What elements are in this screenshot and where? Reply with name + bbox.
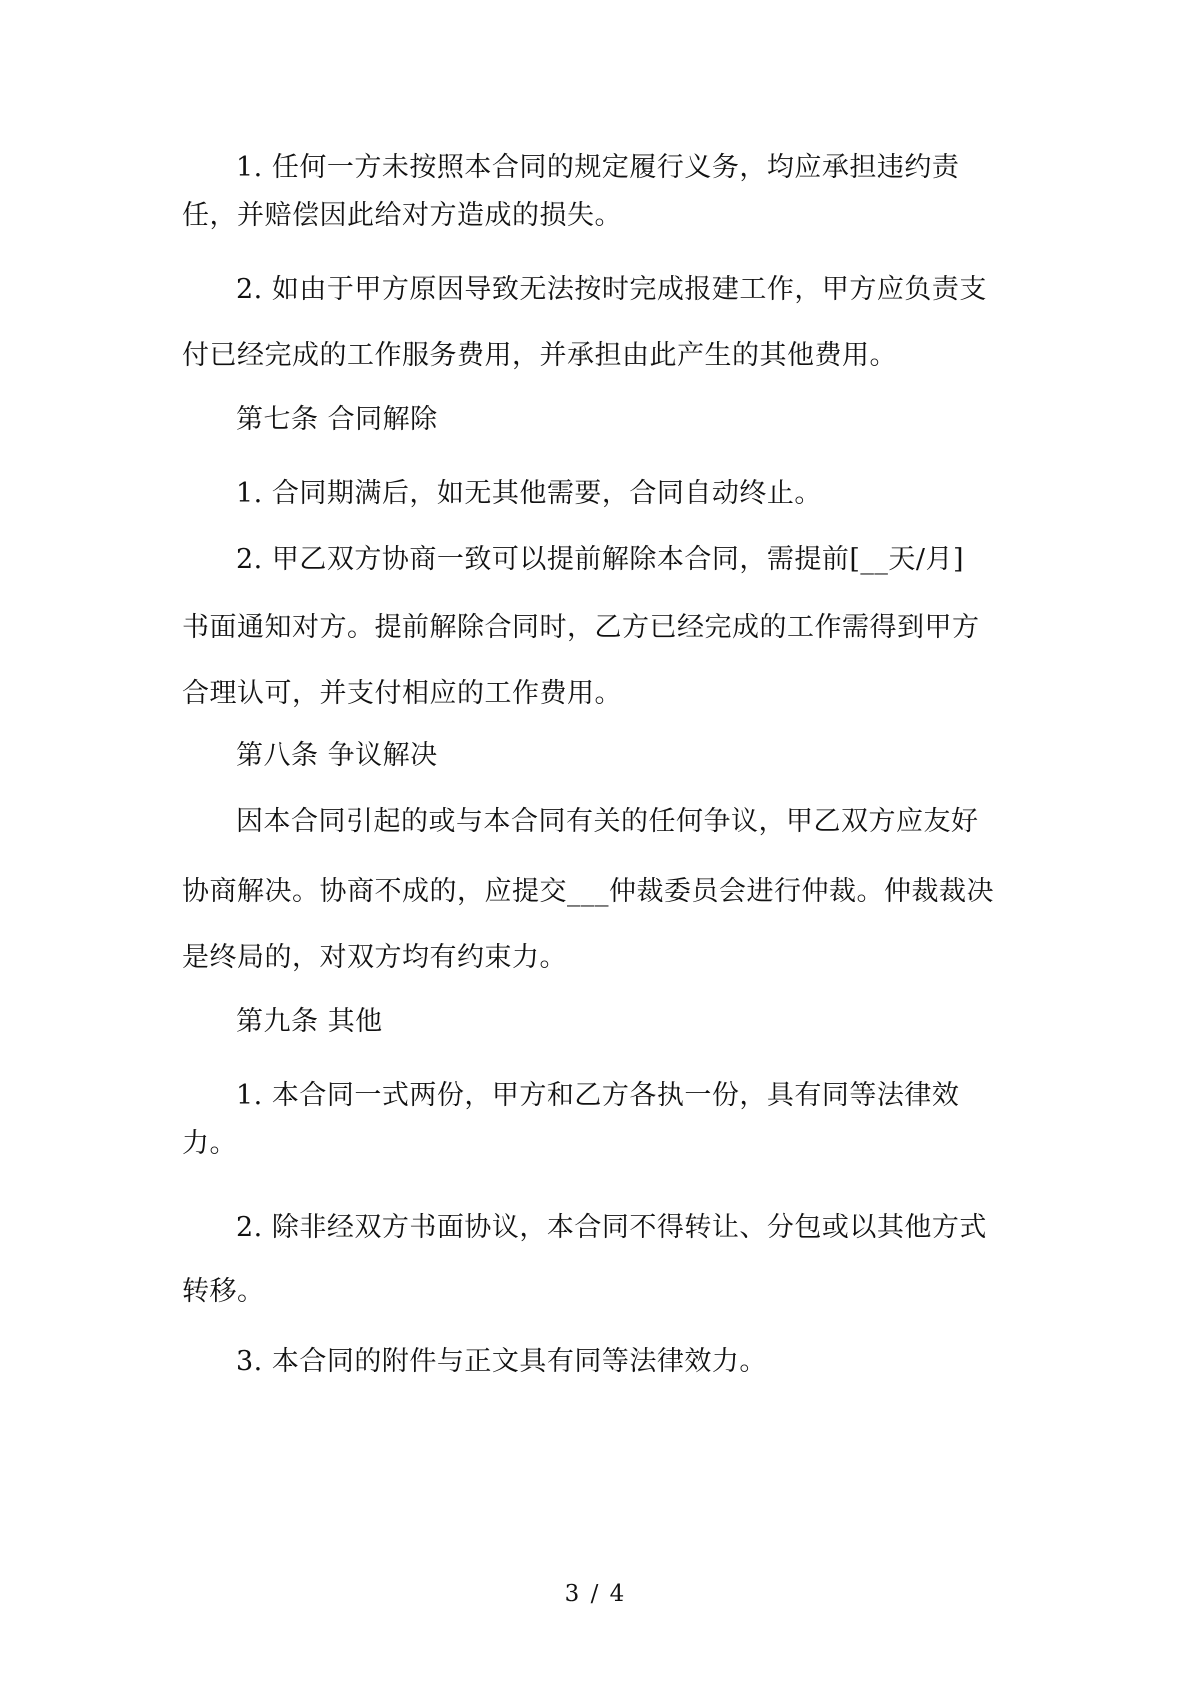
text-line: 2. 甲乙双方协商一致可以提前解除本合同，需提前[__天/月] bbox=[236, 544, 965, 575]
text-line: 因本合同引起的或与本合同有关的任何争议，甲乙双方应友好 bbox=[236, 806, 979, 837]
text-line: 付已经完成的工作服务费用，并承担由此产生的其他费用。 bbox=[182, 340, 897, 371]
text-line: 任，并赔偿因此给对方造成的损失。 bbox=[182, 200, 622, 231]
section-heading: 第七条 合同解除 bbox=[236, 404, 438, 435]
text-line: 合理认可，并支付相应的工作费用。 bbox=[182, 678, 622, 709]
text-line: 是终局的，对双方均有约束力。 bbox=[182, 942, 567, 973]
page-number: 3 / 4 bbox=[564, 1581, 627, 1607]
text-line: 2. 除非经双方书面协议，本合同不得转让、分包或以其他方式 bbox=[236, 1212, 987, 1243]
text-line: 1. 任何一方未按照本合同的规定履行义务，均应承担违约责 bbox=[236, 152, 960, 183]
text-line: 力。 bbox=[182, 1128, 237, 1159]
text-line: 1. 本合同一式两份，甲方和乙方各执一份，具有同等法律效 bbox=[236, 1080, 960, 1111]
text-line: 转移。 bbox=[182, 1276, 265, 1307]
text-line: 1. 合同期满后，如无其他需要，合同自动终止。 bbox=[236, 478, 822, 509]
text-line: 3. 本合同的附件与正文具有同等法律效力。 bbox=[236, 1346, 767, 1377]
text-line: 2. 如由于甲方原因导致无法按时完成报建工作，甲方应负责支 bbox=[236, 274, 987, 305]
text-line: 协商解决。协商不成的，应提交___仲裁委员会进行仲裁。仲裁裁决 bbox=[182, 876, 994, 907]
text-line: 书面通知对方。提前解除合同时，乙方已经完成的工作需得到甲方 bbox=[182, 612, 980, 643]
section-heading: 第九条 其他 bbox=[236, 1006, 383, 1037]
section-heading: 第八条 争议解决 bbox=[236, 740, 438, 771]
